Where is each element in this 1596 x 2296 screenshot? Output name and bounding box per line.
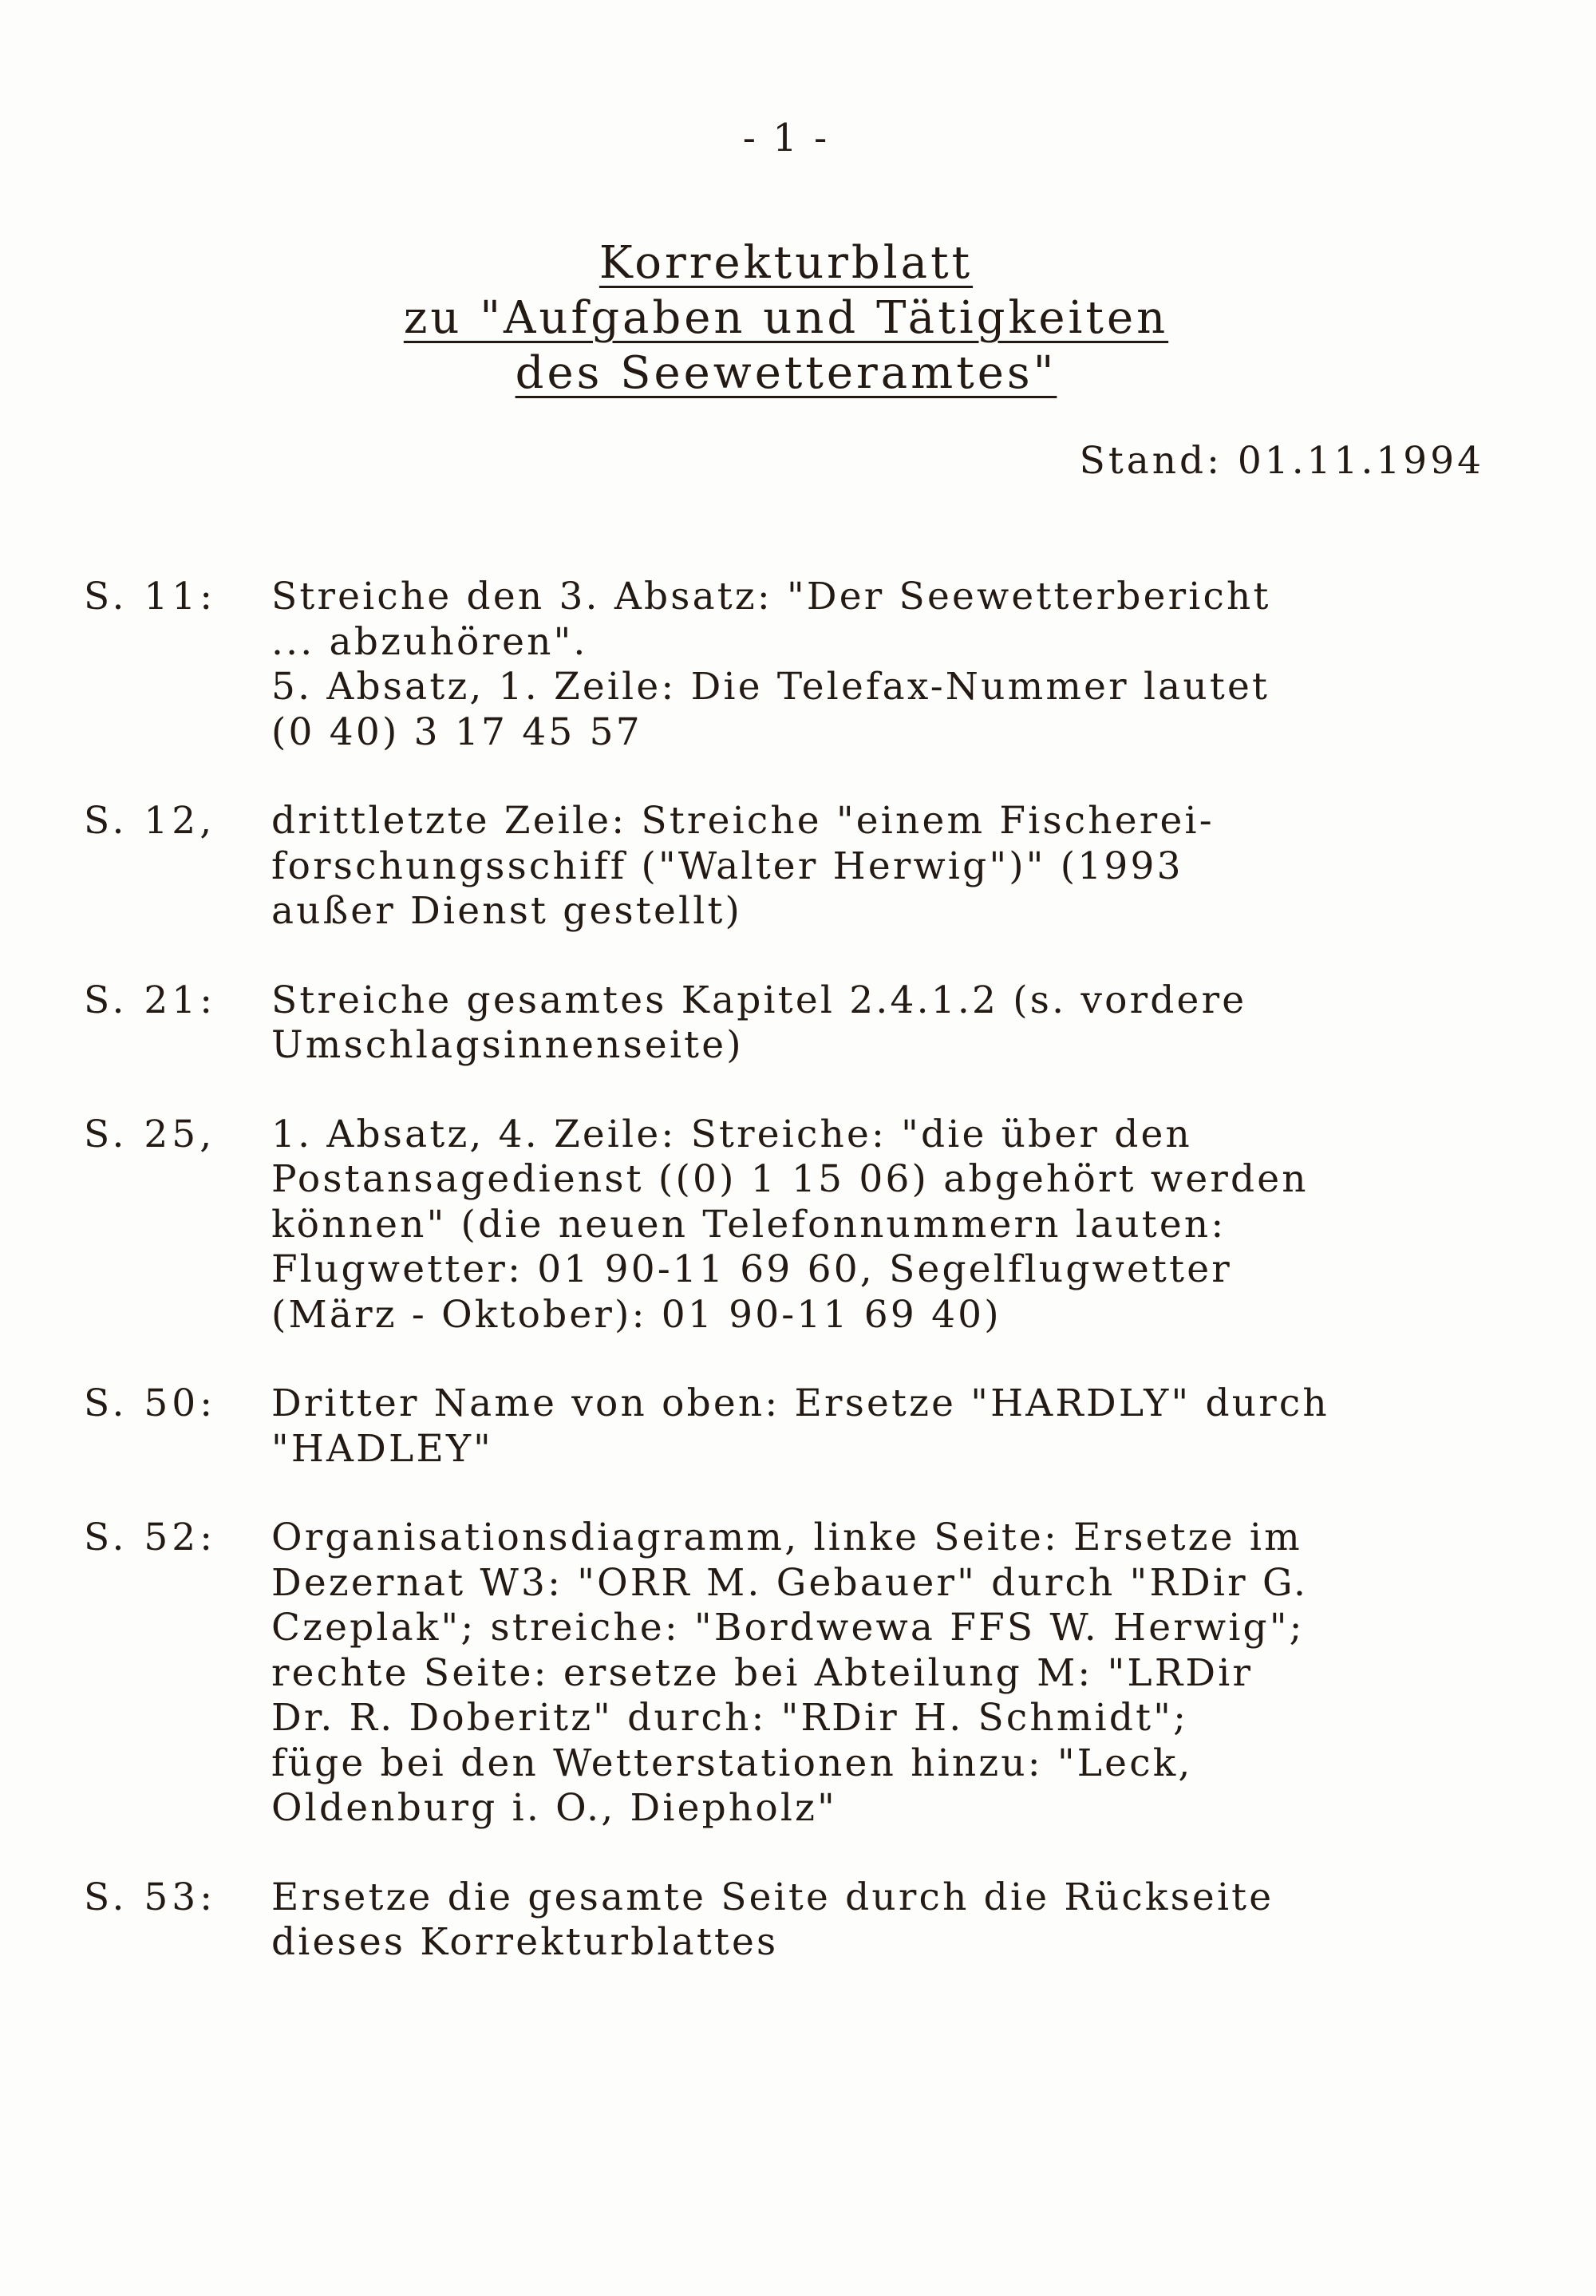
title-line-1: Korrekturblatt [598, 237, 974, 289]
page-reference: S. 50: [84, 1381, 217, 1425]
page-reference: S. 25, [84, 1112, 216, 1156]
correction-text: Ersetze die gesamte Seite durch die Rückseite dieses Korrekturblattes [271, 1875, 1274, 1964]
correction-entry-s53 [0, 1875, 1596, 1966]
correction-entry-s52 [0, 1516, 1596, 1832]
correction-text: Streiche den 3. Absatz: "Der Seewetterbericht ... abzuhören". 5. Absatz, 1. Zeile: Die Telefax-Nummer lautet (0 40) 3 17 45 57 [271, 575, 1271, 754]
correction-text: Organisationsdiagramm, linke Seite: Ersetze im Dezernat W3: "ORR M. Gebauer" durch "RDir G. Czeplak"; streiche: "Bordwewa FFS W. Herwig"; rechte Seite: ersetze bei Abteilung M: "LRDir Dr. R. Doberitz" durch: "RDir H. Schmidt"; füge bei den Wetterstationen hinzu: "Leck, Oldenburg i. O., Diepholz" [271, 1516, 1309, 1830]
stand-date: Stand: 01.11.1994 [1079, 439, 1484, 483]
page-reference: S. 12, [84, 799, 216, 843]
title-line-3: des Seewetteramtes" [515, 347, 1057, 399]
correction-text: 1. Absatz, 4. Zeile: Streiche: "die über den Postansagedienst ((0) 1 15 06) abgehört werden können" (die neuen Telefonnummern lauten: Flugwetter: 01 90-11 69 60, Segelflugwetter (März - Oktober): 01 90-11 69 40) [271, 1112, 1309, 1337]
document-title [0, 235, 1572, 401]
correction-entry-s21 [0, 978, 1596, 1069]
page-number: - 1 - [742, 116, 830, 160]
page-reference: S. 11: [84, 575, 217, 618]
page-reference: S. 52: [84, 1516, 217, 1559]
title-line-2: zu "Aufgaben und Tätigkeiten [403, 292, 1169, 344]
page-reference: S. 53: [84, 1875, 217, 1919]
correction-entry-s12 [0, 799, 1596, 935]
correction-text: drittletzte Zeile: Streiche "einem Fischerei- forschungsschiff ("Walter Herwig")" (1993 außer Dienst gestellt) [271, 799, 1215, 933]
correction-list [0, 575, 1596, 2009]
page-reference: S. 21: [84, 978, 217, 1022]
correction-text: Streiche gesamtes Kapitel 2.4.1.2 (s. vordere Umschlagsinnenseite) [271, 978, 1247, 1067]
correction-text: Dritter Name von oben: Ersetze "HARDLY" durch "HADLEY" [271, 1381, 1329, 1471]
correction-entry-s11 [0, 575, 1596, 755]
correction-entry-s25 [0, 1112, 1596, 1338]
correction-entry-s50 [0, 1381, 1596, 1472]
